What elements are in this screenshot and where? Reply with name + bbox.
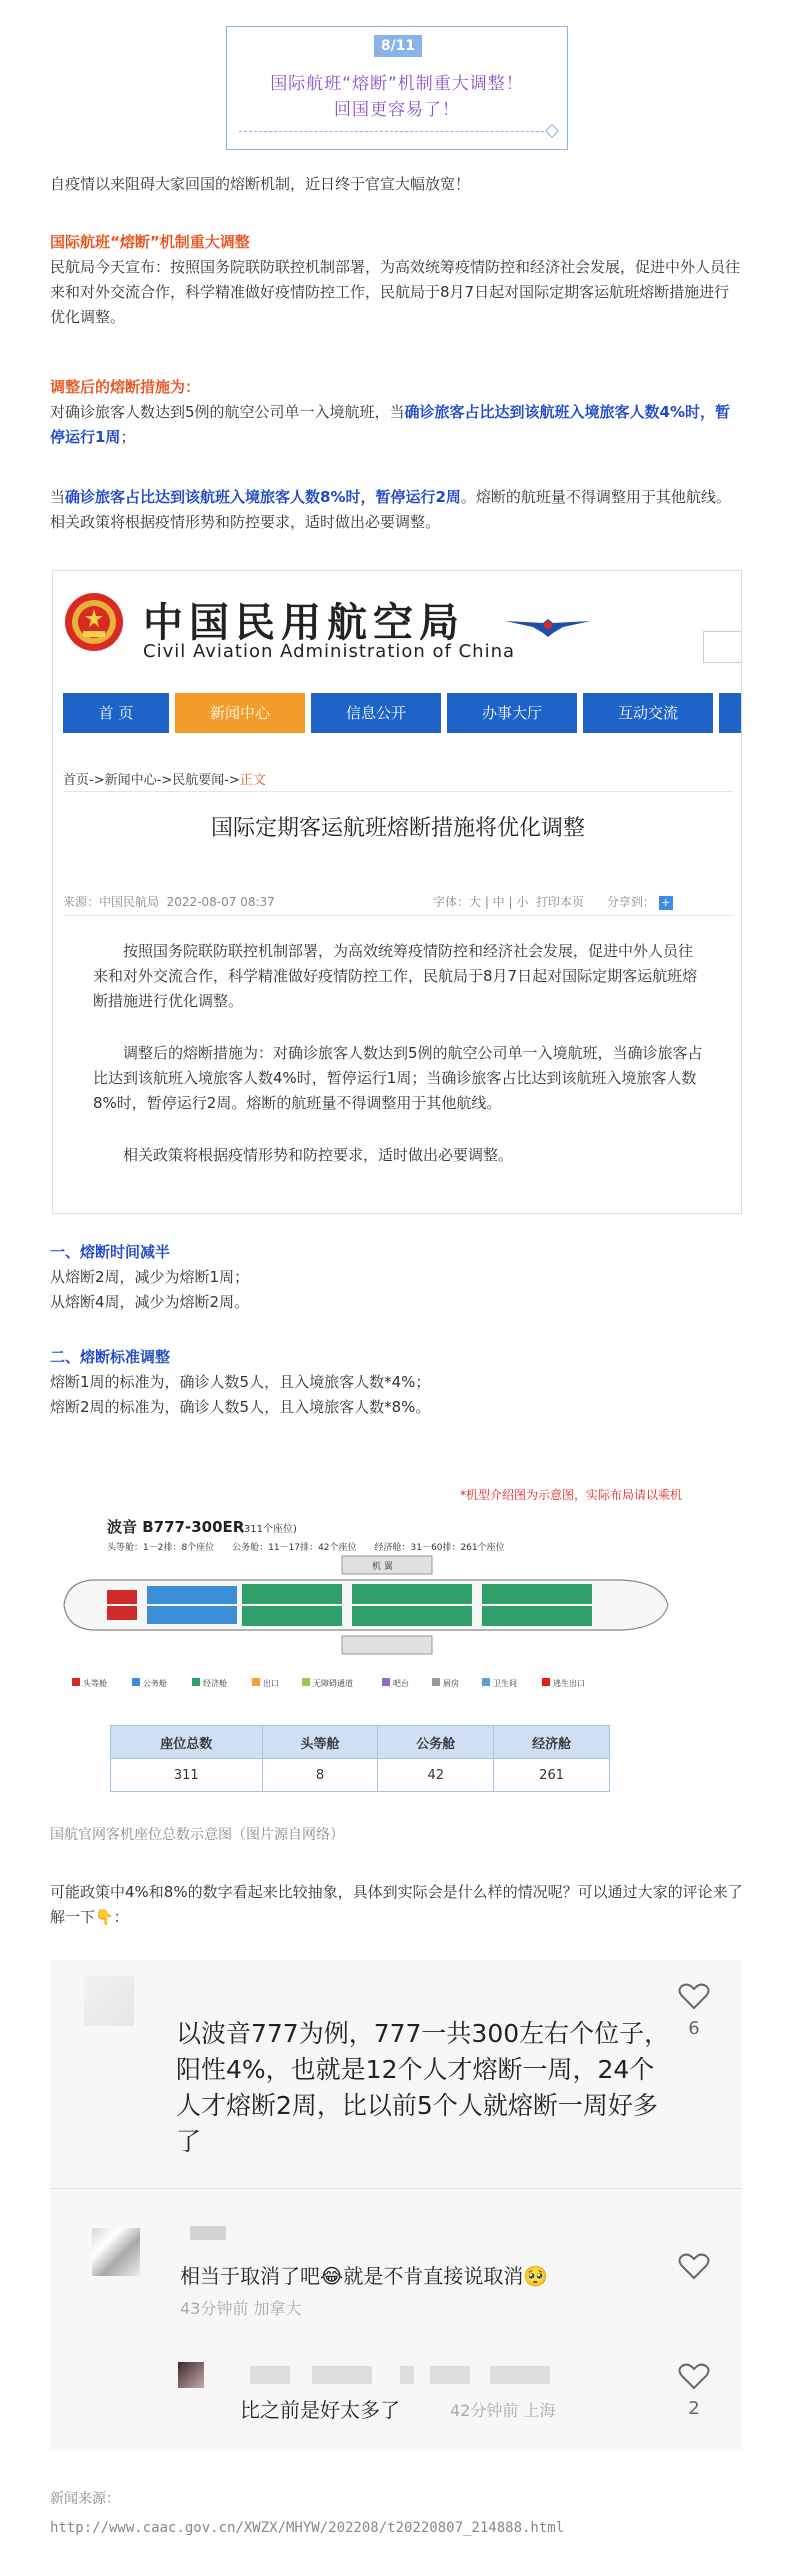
breadcrumb-divider [63, 791, 733, 792]
username-blurred[interactable] [250, 2366, 290, 2384]
section1-body: 民航局今天宣布：按照国务院联防联控机制部署，为高效统筹疫情防控和经济社会发展，促进中外人员往来和对外交流合作，科学精准做好疫情防控工作，民航局于8月7日起对国际定期客运航班熔断措施进行优化调整。 [50, 258, 741, 326]
reply-text: 比之前是好太多了 [240, 2398, 400, 2422]
username-blurred[interactable] [430, 2366, 470, 2384]
crumb-current: 正文 [239, 773, 266, 788]
article-tools [433, 893, 733, 910]
reply-meta: 43分钟前 加拿大 [180, 2299, 302, 2318]
article-paragraph-1: 按照国务院联防联控机制部署，为高效统筹疫情防控和经济社会发展，促进中外人员往来和对外交流合作，科学精准做好疫情防控工作，民航局于8月7日起对国际定期客运航班熔断措施进行优化调整。 [93, 942, 698, 1010]
svg-text:无障碍通道: 无障碍通道 [313, 1679, 353, 1688]
th-first: 头等舱 [262, 1726, 378, 1759]
article-title-line1: 国际航班“熔断”机制重大调整！ [270, 74, 524, 94]
para1-tail: ； [120, 428, 136, 446]
seatmap-legend [72, 1678, 585, 1688]
para1-highlight: 确诊旅客占比达到该航班入境旅客人数4%时，暂停运行1周 [50, 403, 731, 446]
section2-heading: 调整后的熔断措施为： [50, 378, 201, 396]
nav-services[interactable]: 办事大厅 [447, 693, 577, 733]
source-label: 新闻来源： [50, 2491, 120, 2507]
seatmap-note: *机型介绍图为示意图，实际布局请以乘机 [460, 1488, 683, 1502]
section3-heading: 一、熔断时间减半 [50, 1243, 171, 1261]
nav-more[interactable] [719, 693, 742, 733]
section4-line1: 熔断1周的标准为，确诊人数5人，且入境旅客人数*4%； [50, 1373, 431, 1391]
para2-tail: 。熔断的航班量不得调整用于其他航线。相关政策将根据疫情形势和防控要求，适时做出必要调整。 [50, 488, 731, 531]
svg-text:公务舱: 公务舱 [143, 1679, 167, 1688]
discussion-paragraph: 可能政策中4%和8%的数字看起来比较抽象，具体到实际会是什么样的情况呢？可以通过大家的评论来了解一下👇： [50, 1883, 743, 1926]
article-title-line2: 回国更容易了！ [334, 100, 460, 120]
article-paragraph-3: 相关政策将根据疫情形势和防控要求，适时做出必要调整。 [123, 1146, 514, 1164]
share-plus-icon[interactable]: + [659, 896, 673, 910]
section3-line2: 从熔断4周，减少为熔断2周。 [50, 1293, 250, 1311]
seatmap-title: 波音 B777-300ER [107, 1518, 245, 1536]
article-paragraph-2: 调整后的熔断措施为：对确诊旅客人数达到5例的航空公司单一入境航班，当确诊旅客占比达到该航班入境旅客人数4%时，暂停运行1周；当确诊旅客占比达到该航班入境旅客人数8%时，暂停运行2周。熔断的航班量不得调整用于其他航线。 [93, 1044, 703, 1112]
site-title: 中国民用航空局 [143, 599, 465, 646]
like-heart-icon[interactable] [678, 2362, 710, 2390]
para2-highlight: 确诊旅客占比达到该航班入境旅客人数8%时，暂停运行2周 [65, 488, 461, 506]
section2-para1 [50, 400, 744, 450]
reply-text: 相当于取消了吧😂就是不肯直接说取消🥺 [180, 2264, 549, 2288]
diamond-ornament-icon [545, 124, 559, 138]
seatmap-classes: 头等舱：1－2排：8个座位 公务舱：11－17排：42个座位 经济舱：31－60排：261个座位 [107, 1543, 505, 1553]
meta-divider [63, 915, 733, 916]
reply-target-blurred[interactable] [312, 2366, 372, 2384]
crumb-headlines[interactable]: 民航要闻 [172, 773, 225, 788]
td-business: 42 [378, 1759, 494, 1792]
site-english-title: Civil Aviation Administration of China [143, 641, 516, 662]
crumb-sep: -> [224, 773, 240, 788]
article-meta [63, 893, 275, 910]
seatmap-subtitle: (311个座位) [240, 1524, 297, 1535]
nav-interact[interactable]: 互动交流 [583, 693, 713, 733]
td-total: 311 [111, 1759, 263, 1792]
like-heart-icon[interactable] [678, 1982, 710, 2010]
th-economy: 经济舱 [494, 1726, 610, 1759]
section3-line1: 从熔断2周，减少为熔断1周； [50, 1268, 250, 1286]
comment-text: 以波音777为例，777一共300左右个位子，阳性4%，也就是12个人才熔断一周，24个人才熔断2周，比以前5个人就熔断一周好多了 [176, 2019, 670, 2156]
nav-home[interactable]: 首 页 [63, 693, 169, 733]
reply-meta: 42分钟前 上海 [450, 2401, 556, 2420]
source-url-link[interactable]: http://www.caac.gov.cn/XWZX/MHYW/202208/t20220807_214888.html [50, 2520, 565, 2536]
caac-website-screenshot [52, 570, 742, 1214]
wing-bottom [342, 1636, 432, 1654]
breadcrumb [63, 769, 266, 788]
issue-number-badge: 8/11 [374, 35, 422, 57]
search-box[interactable] [703, 631, 742, 663]
meta-source: 来源：中国民航局 [63, 895, 160, 909]
like-count: 2 [688, 2398, 700, 2419]
crumb-news[interactable]: 新闻中心 [104, 773, 157, 788]
th-total: 座位总数 [111, 1726, 263, 1759]
svg-text:头等舱: 头等舱 [83, 1679, 107, 1688]
like-heart-icon[interactable] [678, 2252, 710, 2280]
article-header-box [226, 26, 568, 150]
separator-blurred [400, 2366, 414, 2384]
nav-news[interactable]: 新闻中心 [175, 693, 305, 733]
svg-text:吧台: 吧台 [393, 1679, 409, 1688]
wing-label: 机 翼 [372, 1562, 393, 1572]
section4-heading: 二、熔断标准调整 [50, 1348, 171, 1366]
seat-count-table [110, 1725, 610, 1792]
font-size-switch[interactable]: 字体：大 | 中 | 小 [433, 895, 529, 909]
meta-date: 2022-08-07 08:37 [166, 895, 275, 909]
print-link[interactable]: 打印本页 [536, 895, 585, 909]
td-economy: 261 [494, 1759, 610, 1792]
username-blurred[interactable] [490, 2366, 550, 2384]
comments-section [50, 1960, 742, 2450]
th-business: 公务舱 [378, 1726, 494, 1759]
share-label: 分享到： [606, 895, 655, 909]
section4-line2: 熔断2周的标准为，确诊人数5人，且入境旅客人数*8%。 [50, 1398, 431, 1416]
svg-text:厨房: 厨房 [443, 1679, 459, 1688]
td-first: 8 [262, 1759, 378, 1792]
avatar[interactable] [84, 1976, 134, 2026]
like-count: 6 [688, 2018, 700, 2039]
caac-wings-logo-icon [503, 611, 593, 641]
avatar[interactable] [92, 2228, 140, 2276]
image-caption: 国航官网客机座位总数示意图（图片源自网络） [50, 1827, 344, 1843]
section2-para2 [50, 485, 744, 535]
national-emblem-icon [63, 591, 125, 653]
crumb-sep: -> [156, 773, 173, 788]
svg-text:逃生出口: 逃生出口 [553, 1679, 585, 1688]
page-title: 国际定期客运航班熔断措施将优化调整 [210, 816, 585, 841]
avatar[interactable] [178, 2362, 204, 2388]
para1-lead: 对确诊旅客人数达到5例的航空公司单一入境航班，当 [50, 403, 405, 421]
svg-text:经济舱: 经济舱 [203, 1679, 227, 1688]
username-blurred[interactable] [190, 2226, 226, 2240]
header-dashed-divider [239, 131, 549, 132]
svg-text:出口: 出口 [263, 1679, 279, 1688]
crumb-sep: -> [89, 773, 105, 788]
crumb-home[interactable]: 首页 [63, 773, 90, 788]
para2-lead: 当 [50, 488, 66, 506]
comment-divider [50, 2188, 742, 2189]
intro-paragraph: 自疫情以来阻碍大家回国的熔断机制，近日终于官宣大幅放宽！ [50, 175, 471, 193]
seat-map-diagram [62, 1510, 672, 1705]
svg-text:卫生间: 卫生间 [493, 1679, 517, 1688]
section1-heading: 国际航班“熔断”机制重大调整 [50, 233, 250, 251]
nav-info[interactable]: 信息公开 [311, 693, 441, 733]
